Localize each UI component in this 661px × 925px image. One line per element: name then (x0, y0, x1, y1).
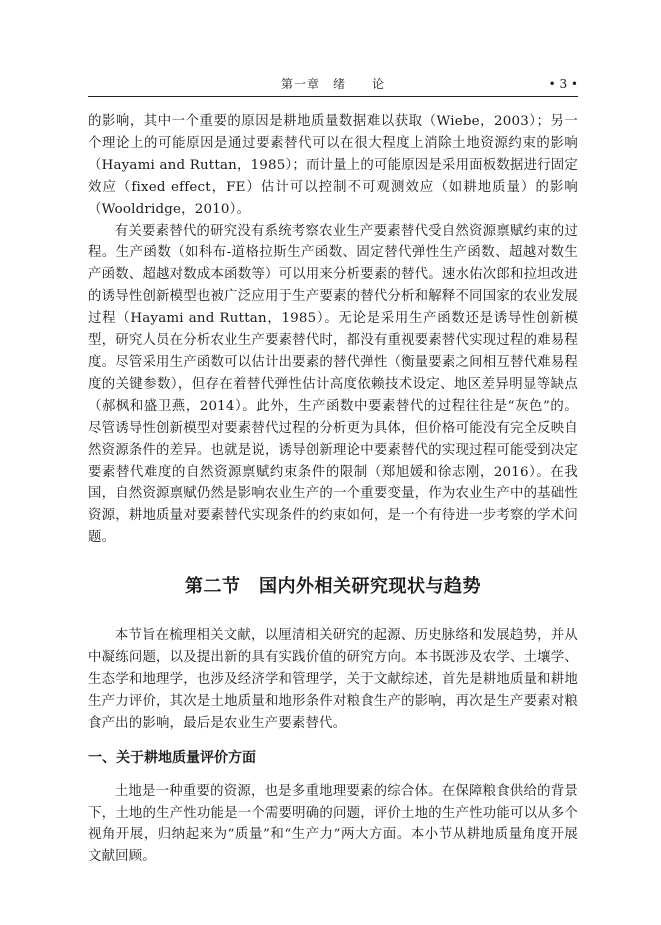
running-header (88, 72, 578, 97)
paragraph-continued: 的影响，其中一个重要的原因是耕地质量数据难以获取（Wiebe，2003）；另一个理论上的可能原因是通过要素替代可以在很大程度上消除土地资源约束的影响（Hayami and Ruttan，1985）；而计量上的可能原因是采用面板数据进行固定效应（fixed effect，FE）估计可以控制不可观测效应（如耕地质量）的影响（Wooldridge，2010）。 (88, 114, 578, 217)
paragraph-section-intro: 本节旨在梳理相关文献，以厘清相关研究的起源、历史脉络和发展趋势，并从中凝练问题，以及提出新的具有实践价值的研究方向。本书既涉及农学、土壤学、生态学和地理学，也涉及经济学和管理学，关于文献综述，首先是耕地质量和耕地生产力评价，其次是土地质量和地形条件对粮食生产的影响，再次是生产要素对粮食产出的影响，最后是农业生产要素替代。 (88, 628, 578, 731)
page-number: • 3 • (548, 77, 578, 91)
chapter-title: 第一章 绪 论 (280, 77, 385, 91)
subsection-heading: 一、关于耕地质量评价方面 (88, 749, 256, 766)
paragraph-land-quality: 土地是一种重要的资源，也是多重地理要素的综合体。在保障粮食供给的背景下，土地的生产性功能是一个需要明确的问题，评价土地的生产性功能可以从多个视角开展，归纳起来为“质量”和“生产力”两大方面。本小节从耕地质量角度开展文献回顾。 (88, 783, 578, 865)
book-page (88, 72, 578, 868)
section-heading: 第二节 国内外相关研究现状与趋势 (185, 576, 481, 598)
paragraph-factor-substitution: 有关要素替代的研究没有系统考察农业生产要素替代受自然资源禀赋约束的过程。生产函数（如科布-道格拉斯生产函数、固定替代弹性生产函数、超越对数生产函数、超越对数成本函数等）可以用来分析要素的替代。速水佑次郎和拉坦改进的诱导性创新模型也被广泛应用于生产要素的替代分析和解释不同国家的农业发展过程（Hayami and Ruttan，1985）。无论是采用生产函数还是诱导性创新模型，研究人员在分析农业生产要素替代时，都没有重视要素替代实现过程的难易程度。尽管采用生产函数可以估计出要素的替代弹性（衡量要素之间相互替代难易程度的关键参数），但存在着替代弹性估计高度依赖技术设定、地区差异明显等缺点（郝枫和盛卫燕，2014）。此外，生产函数中要素替代的过程往往是“灰色”的。尽管诱导性创新模型对要素替代过程的分析更为具体，但价格可能没有完全反映自然资源条件的差异。也就是说，诱导创新理论中要素替代的实现过程可能受到决定要素替代难度的自然资源禀赋约束条件的限制（郑旭媛和徐志刚，2016）。在我国，自然资源禀赋仍然是影响农业生产的一个重要变量，作为农业生产中的基础性资源，耕地质量对要素替代实现条件的约束如何，是一个有待进一步考察的学术问题。 (88, 223, 578, 546)
